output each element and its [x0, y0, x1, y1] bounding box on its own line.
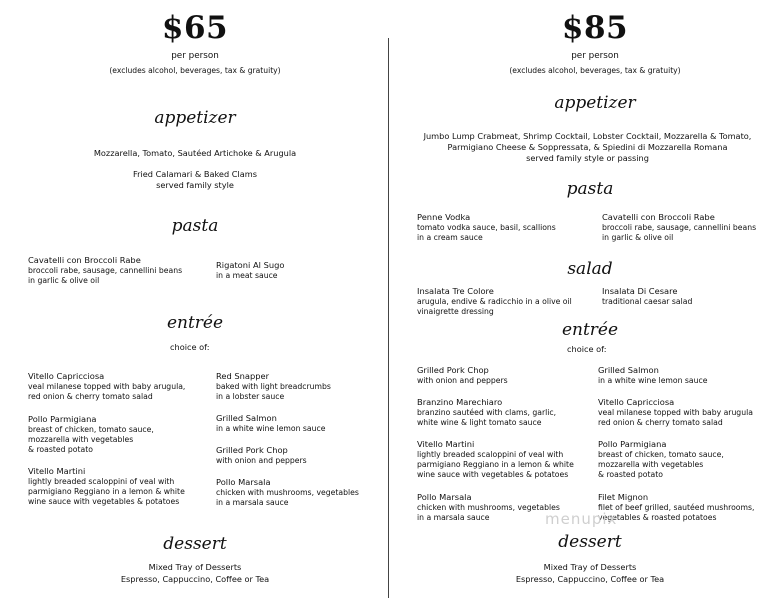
- appetizer-line: Mozzarella, Tomato, Sautéed Artichoke & Arugula: [93, 148, 297, 158]
- item-description: wine sauce with vegetables & potatoes: [28, 496, 180, 506]
- column-divider: [388, 38, 389, 598]
- item-description: white wine & light tomato sauce: [417, 417, 542, 427]
- item-description: in a white wine lemon sauce: [598, 375, 708, 385]
- item-description: in garlic & olive oil: [28, 275, 100, 285]
- item-description: in a white wine lemon sauce: [216, 423, 326, 433]
- excludes-note: (excludes alcohol, beverages, tax & gratuity): [109, 66, 281, 75]
- menu-item: [417, 397, 556, 428]
- menu-item: [417, 212, 556, 243]
- item-name: Vitello Capricciosa: [598, 397, 675, 407]
- item-name: Cavatelli con Broccoli Rabe: [602, 212, 715, 222]
- dessert-line: Mixed Tray of Desserts: [148, 562, 242, 572]
- appetizer-line: Fried Calamari & Baked Clams: [132, 169, 257, 179]
- item-name: Rigatoni Al Sugo: [216, 260, 285, 270]
- menu-item: [28, 466, 185, 507]
- item-description: breast of chicken, tomato sauce,: [28, 424, 154, 434]
- menu-item: [598, 439, 724, 480]
- item-description: & roasted potato: [28, 444, 93, 454]
- item-name: Insalata Tre Colore: [417, 286, 494, 296]
- menu-item: [28, 371, 185, 402]
- dessert-heading: dessert: [558, 532, 622, 552]
- item-name: Grilled Salmon: [598, 365, 659, 375]
- item-description: lightly breaded scaloppini of veal with: [417, 449, 564, 459]
- menu-item: [417, 439, 574, 480]
- choice-of-label: choice of:: [170, 342, 210, 352]
- item-description: in a meat sauce: [216, 270, 278, 280]
- pasta-heading: pasta: [171, 216, 219, 236]
- choice-of-label: choice of:: [567, 344, 607, 354]
- item-description: wine sauce with vegetables & potatoes: [417, 469, 569, 479]
- menu-item: [598, 397, 753, 428]
- menu-item: [216, 477, 359, 508]
- item-description: in a marsala sauce: [216, 497, 289, 507]
- item-description: tomato vodka sauce, basil, scallions: [417, 222, 556, 232]
- item-description: traditional caesar salad: [602, 296, 693, 306]
- item-description: parmigiano Reggiano in a lemon & white: [28, 486, 185, 496]
- item-description: with onion and peppers: [417, 375, 508, 385]
- item-description: in a lobster sauce: [216, 391, 285, 401]
- menu-item: [216, 371, 331, 402]
- appetizer-heading: appetizer: [154, 108, 236, 128]
- item-description: veal milanese topped with baby arugula: [598, 407, 753, 417]
- item-description: chicken with mushrooms, vegetables: [216, 487, 359, 497]
- item-name: Cavatelli con Broccoli Rabe: [28, 255, 141, 265]
- appetizer-heading: appetizer: [554, 93, 636, 113]
- item-name: Insalata Di Cesare: [602, 286, 678, 296]
- item-description: chicken with mushrooms, vegetables: [417, 502, 560, 512]
- item-description: red onion & cherry tomato salad: [28, 391, 153, 401]
- price-85: $85: [561, 10, 629, 46]
- menu-item: [417, 492, 560, 523]
- item-name: Vitello Capricciosa: [28, 371, 105, 381]
- item-name: Branzino Marechiaro: [417, 397, 503, 407]
- menu-item: [602, 212, 756, 243]
- item-description: vegetables & roasted potatoes: [598, 512, 717, 522]
- entree-heading: entrée: [561, 320, 619, 340]
- item-description: with onion and peppers: [216, 455, 307, 465]
- entree-heading: entrée: [166, 313, 224, 333]
- item-description: parmigiano Reggiano in a lemon & white: [417, 459, 574, 469]
- item-name: Grilled Pork Chop: [216, 445, 288, 455]
- item-name: Vitello Martini: [28, 466, 86, 476]
- item-description: & roasted potato: [598, 469, 663, 479]
- item-name: Vitello Martini: [417, 439, 475, 449]
- dessert-line: Espresso, Cappuccino, Coffee or Tea: [515, 574, 665, 584]
- item-description: broccoli rabe, sausage, cannellini beans: [602, 222, 757, 232]
- menu-item: [28, 414, 154, 455]
- menu-item: [417, 365, 508, 386]
- item-description: vinaigrette dressing: [417, 306, 494, 316]
- item-description: in garlic & olive oil: [602, 232, 674, 242]
- item-description: in a marsala sauce: [417, 512, 490, 522]
- item-description: lightly breaded scaloppini of veal with: [28, 476, 175, 486]
- item-name: Pollo Parmigiana: [598, 439, 667, 449]
- item-description: red onion & cherry tomato salad: [598, 417, 723, 427]
- item-name: Filet Mignon: [598, 492, 649, 502]
- item-description: broccoli rabe, sausage, cannellini beans: [28, 265, 183, 275]
- item-name: Penne Vodka: [417, 212, 471, 222]
- menu-item: [602, 286, 692, 307]
- item-description: in a cream sauce: [417, 232, 483, 242]
- item-description: veal milanese topped with baby arugula,: [28, 381, 186, 391]
- dessert-line: Mixed Tray of Desserts: [543, 562, 637, 572]
- per-person-label: per person: [171, 51, 219, 61]
- item-description: mozzarella with vegetables: [28, 434, 134, 444]
- price-65: $65: [161, 10, 229, 46]
- excludes-note: (excludes alcohol, beverages, tax & gratuity): [509, 66, 681, 75]
- pasta-heading: pasta: [566, 179, 614, 199]
- item-description: branzino sautéed with clams, garlic,: [417, 407, 557, 417]
- appetizer-note: served family style: [156, 180, 234, 190]
- menu-item: [216, 445, 307, 466]
- item-description: baked with light breadcrumbs: [216, 381, 331, 391]
- item-name: Pollo Parmigiana: [28, 414, 97, 424]
- menu-item: [417, 286, 572, 317]
- salad-heading: salad: [567, 259, 613, 279]
- menu-item: [598, 365, 707, 386]
- appetizer-line: Jumbo Lump Crabmeat, Shrimp Cocktail, Lobster Cocktail, Mozzarella & Tomato,: [423, 131, 752, 141]
- item-description: mozzarella with vegetables: [598, 459, 704, 469]
- appetizer-line: Parmigiano Cheese & Soppressata, & Spiedini di Mozzarella Romana: [447, 142, 728, 152]
- per-person-label: per person: [571, 51, 619, 61]
- item-name: Red Snapper: [216, 371, 270, 381]
- item-name: Grilled Salmon: [216, 413, 277, 423]
- dessert-heading: dessert: [163, 534, 227, 554]
- watermark: menupix: [545, 510, 618, 528]
- dessert-line: Espresso, Cappuccino, Coffee or Tea: [120, 574, 270, 584]
- menu-item: [28, 255, 182, 286]
- item-description: breast of chicken, tomato sauce,: [598, 449, 724, 459]
- appetizer-note: served family style or passing: [526, 153, 649, 163]
- menu-item: [216, 413, 325, 434]
- menu-item: [598, 492, 754, 523]
- item-name: Pollo Marsala: [417, 492, 472, 502]
- item-description: arugula, endive & radicchio in a olive oil: [417, 296, 572, 306]
- menu-item: [216, 260, 284, 281]
- item-name: Grilled Pork Chop: [417, 365, 489, 375]
- item-description: filet of beef grilled, sautéed mushrooms,: [598, 502, 755, 512]
- item-name: Pollo Marsala: [216, 477, 271, 487]
